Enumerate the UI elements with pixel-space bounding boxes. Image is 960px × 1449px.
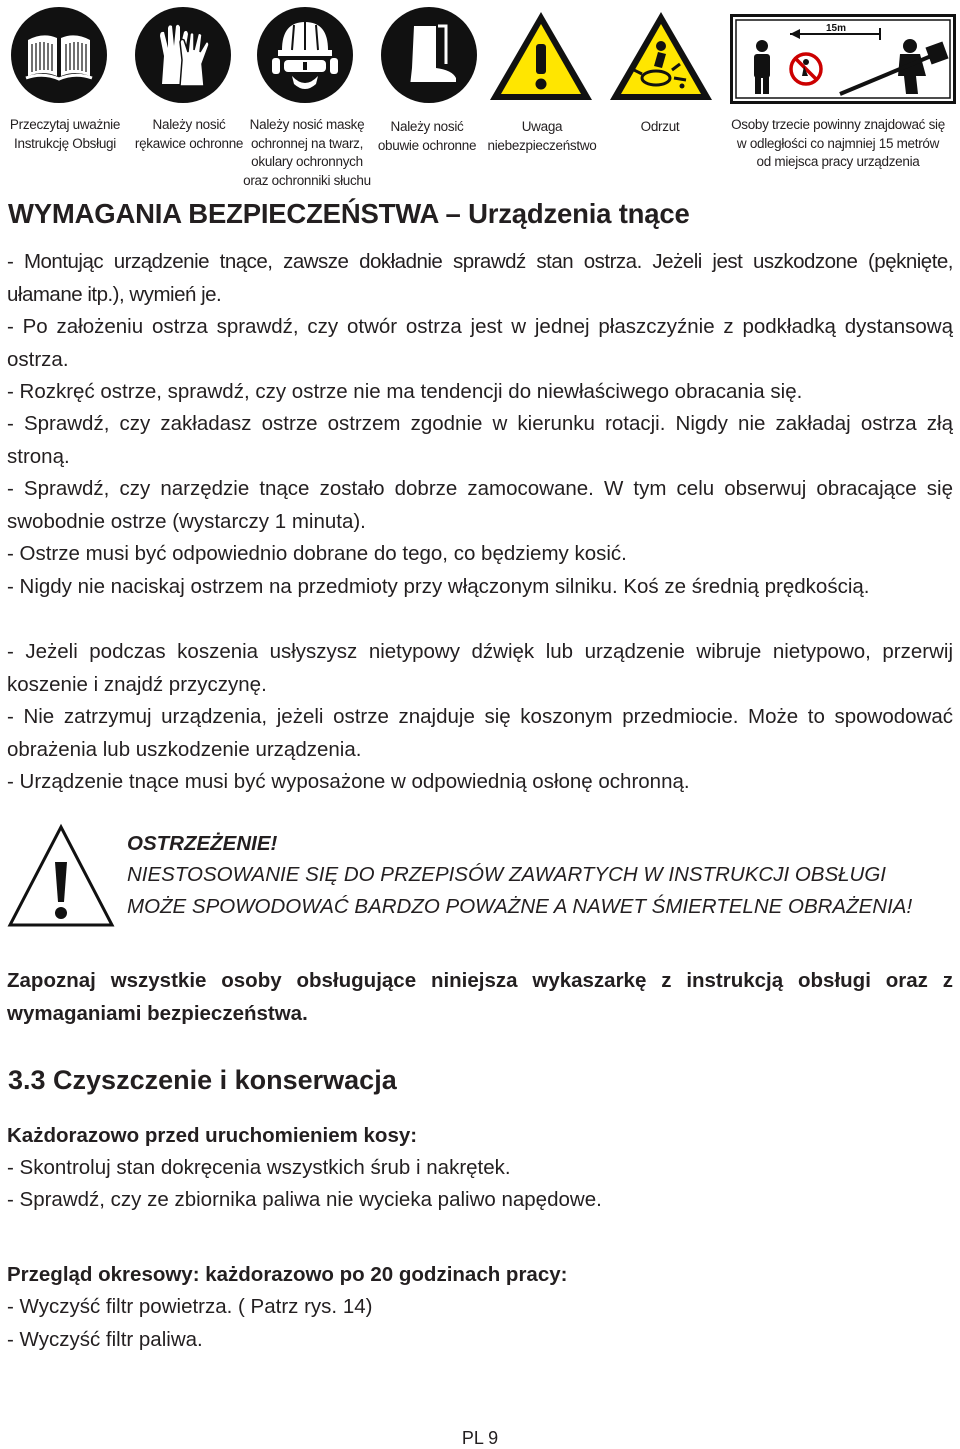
symbol-caption-face-protection (240, 116, 374, 190)
symbol-caption-danger (478, 118, 606, 155)
symbol-caption-read-manual (0, 116, 130, 153)
caption-line: Instrukcję Obsługi (14, 135, 116, 151)
caption-line: od miejsca pracy urządzenia (756, 154, 920, 169)
distance-sign-icon (730, 14, 956, 104)
distance-label: 15m (826, 23, 847, 34)
caption-line: Odrzut (640, 119, 680, 134)
list-item: - Sprawdź, czy ze zbiornika paliwa nie wycieka paliwo napędowe. (7, 1188, 602, 1211)
before-start-title: Każdorazowo przed uruchomieniem kosy: (7, 1124, 418, 1147)
list-item: - Wyczyść filtr powietrza. ( Patrz rys. 14) (7, 1295, 373, 1318)
section-title: 3.3 Czyszczenie i konserwacja (8, 1065, 397, 1095)
periodic-title: Przegląd okresowy: każdorazowo po 20 godzinach pracy: (7, 1263, 568, 1286)
warning-title: OSTRZEŻENIE! (127, 832, 278, 855)
debris-triangle-icon (606, 8, 716, 104)
warning-line-1: NIESTOSOWANIE SIĘ DO PRZEPISÓW ZAWARTYCH W INSTRUKCJI OBSŁUGI (127, 863, 886, 886)
caption-line: rękawice ochronne (134, 135, 244, 151)
caption-line: niebezpieczeństwo (487, 137, 597, 153)
warning-triangle-icon (486, 8, 596, 104)
caption-line: Przeczytaj uważnie (9, 117, 121, 132)
safety-paragraph: - Ostrze musi być odpowiednio dobrane do tego, co będziemy kosić. (7, 542, 627, 565)
safety-paragraph: - Jeżeli podczas koszenia usłyszysz nietypowy dźwięk lub urządzenie wibruje nietypowo, przerwij koszenie i znajdź przyczynę. (7, 640, 953, 696)
operators-note: Zapoznaj wszystkie osoby obsługujące niniejsza wykaszarkę z instrukcją obsługi oraz z wymaganiami bezpieczeństwa. (7, 969, 953, 1025)
caption-line: obuwie ochronne (377, 137, 477, 153)
exclamation-triangle-icon (6, 822, 116, 930)
safety-paragraph: - Rozkręć ostrze, sprawdź, czy ostrze nie ma tendencji do niewłaściwego obracania się. (7, 380, 803, 403)
list-item: - Wyczyść filtr paliwa. (7, 1328, 203, 1351)
caption-line: Należy nosić maskę (249, 117, 365, 132)
caption-line: w odległości co najmniej 15 metrów (736, 135, 940, 151)
list-item: - Skontroluj stan dokręcenia wszystkich śrub i nakrętek. (7, 1156, 511, 1179)
open-book-icon (10, 6, 108, 104)
safety-paragraph: - Po założeniu ostrza sprawdź, czy otwór ostrza jest w jednej płaszczyźnie z podkładką dystansową ostrza. (7, 315, 953, 371)
face-protection-icon (256, 6, 354, 104)
caption-line: Należy nosić (390, 119, 464, 134)
safety-paragraph: - Montując urządzenie tnące, zawsze dokładnie sprawdź stan ostrza. Jeżeli jest uszkodzone (pęknięte, ułamane itp.), wymień je. (7, 250, 953, 306)
caption-line: oraz ochronniki słuchu (243, 172, 371, 188)
safety-heading: WYMAGANIA BEZPIECZEŃSTWA – Urządzenia tnące (8, 198, 690, 229)
caption-line: ochronnej na twarz, (250, 135, 364, 151)
symbol-caption-debris (610, 118, 710, 137)
caption-line: Osoby trzecie powinny znajdować się (731, 117, 945, 132)
safety-paragraph: - Urządzenie tnące musi być wyposażone w odpowiednią osłonę ochronną. (7, 770, 690, 793)
safety-paragraph: - Sprawdź, czy narzędzie tnące zostało dobrze zamocowane. W tym celu obserwuj obracające się swobodnie ostrze (wystarczy 1 minuta). (7, 477, 953, 533)
caption-line: Należy nosić (152, 117, 226, 132)
caption-line: Uwaga (521, 119, 563, 134)
gloves-icon (134, 6, 232, 104)
page-number: PL 9 (461, 1428, 499, 1448)
safety-paragraph: - Nie zatrzymuj urządzenia, jeżeli ostrze znajduje się koszonym przedmiocie. Może to spowodować obrażenia lub uszkodzenie urządzenia. (7, 705, 953, 761)
symbol-caption-boots (370, 118, 484, 155)
caption-line: okulary ochronnych (251, 154, 363, 169)
safety-paragraph: - Sprawdź, czy zakładasz ostrze ostrzem zgodnie w kierunku rotacji. Nigdy nie zakładaj ostrza złą stroną. (7, 412, 953, 468)
symbol-caption-distance (718, 116, 958, 172)
safety-paragraph: - Nigdy nie naciskaj ostrzem na przedmioty przy włączonym silniku. Koś ze średnią prędkością. (7, 575, 870, 598)
symbol-caption-gloves (127, 116, 251, 153)
warning-line-2: MOŻE SPOWODOWAĆ BARDZO POWAŻNE A NAWET ŚMIERTELNE OBRAŻENIA! (127, 895, 913, 918)
boot-icon (380, 6, 478, 104)
